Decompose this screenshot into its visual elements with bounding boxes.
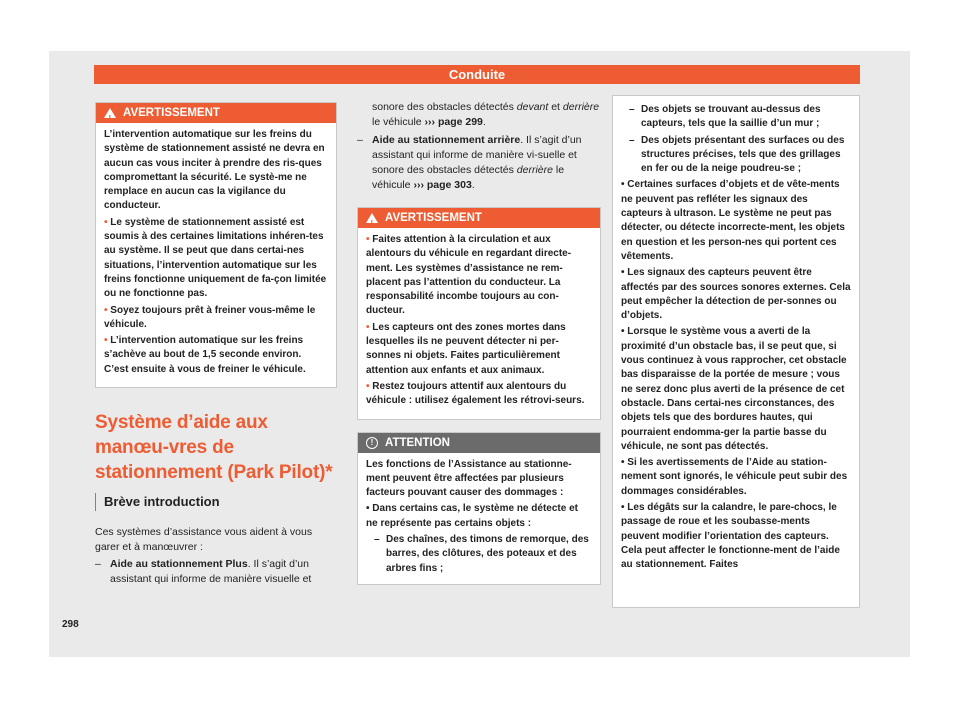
bullet-icon: • — [366, 503, 370, 515]
bullet-icon: • — [366, 321, 370, 333]
warning-triangle-icon — [366, 213, 378, 223]
right-column — [612, 84, 860, 608]
bullet-icon: • — [104, 335, 108, 347]
warning-header — [358, 208, 600, 228]
page-number: 298 — [62, 619, 79, 630]
attention-bullet: • Dans certains cas, le système ne détecte et ne représente pas certains objets : — [366, 503, 578, 529]
bullet-icon: • — [104, 216, 108, 228]
attention-sub-item: – Des objets se trouvant au-dessus des capteurs, tels que la saillie d’un mur ; — [629, 104, 821, 130]
bullet-icon: • — [104, 304, 108, 316]
attention-bullet: • Si les avertissements de l’Aide au station-nement sont ignorés, le véhicule peut subir des dommages considérables. — [621, 457, 848, 497]
attention-bullet: • Les signaux des capteurs peuvent être affectés par des sources sonores externes. Cela peut empêcher la détection de per-sonnes ou d’objets. — [621, 267, 851, 322]
warning-header — [96, 103, 336, 123]
warning-body — [96, 123, 336, 387]
warning-box-middle — [357, 207, 601, 420]
subsection-title: Brève introduction — [95, 493, 337, 511]
attention-continued-body — [613, 96, 859, 583]
page-link[interactable]: ››› page 303 — [413, 179, 472, 191]
warning-bullet: • Les capteurs ont des zones mortes dans lesquelles ils ne peuvent détecter ni per-sonnes ni objets. Faites particulièrement attention aux enfants et aux animaux. — [366, 321, 566, 376]
warning-bullet: • Faites attention à la circulation et aux alentours du véhicule en regardant directe-ment. Les systèmes d’assistance ne rem-placent pas l’attention du conducteur. La responsabilité incombe toujours au con-ducteur. — [366, 234, 572, 317]
attention-sub-item: – Des objets présentant des surfaces ou des structures précises, tels que des grillages en fer ou de la neige poudreu-se ; — [629, 134, 845, 175]
bullet-icon: • — [366, 234, 370, 245]
warning-bullet: • Restez toujours attentif aux alentours du véhicule : utilisez également les rétrovi-seurs. — [366, 380, 585, 407]
warning-box-left — [95, 102, 337, 388]
left-column — [95, 84, 337, 587]
attention-intro: Les fonctions de l’Assistance au stationne-ment peuvent être affectées par plusieurs facteurs pouvant causer des dommages : — [366, 458, 572, 499]
attention-title: ATTENTION — [385, 436, 450, 449]
attention-box-continued — [612, 95, 860, 608]
attention-box — [357, 432, 601, 585]
attention-body — [358, 453, 600, 584]
info-circle-icon: ! — [366, 437, 378, 449]
warning-title: AVERTISSEMENT — [123, 107, 220, 119]
list-item: – Aide au stationnement Plus. Il s’agit d’un assistant qui informe de manière visuelle et — [95, 558, 312, 586]
warning-title: AVERTISSEMENT — [385, 212, 482, 224]
attention-header — [358, 433, 600, 453]
warning-body — [358, 228, 600, 419]
attention-bullet: • Certaines surfaces d’objets et de vête-ments ne peuvent pas refléter les signaux des capteurs à ultrason. Le système ne peut pas détecter, ou détecte incorrecte-ment, les objets en question et les person-nes qui portent ces vêtements. — [621, 179, 845, 262]
page-link[interactable]: ››› page 299 — [424, 116, 483, 128]
attention-bullet: • Les dégâts sur la calandre, le pare-chocs, le passage de roue et les soubasse-ments peuvent modifier l’orientation des capteurs. Cela peut affecter le fonctionne-ment de l’aide au stationnement. Faites — [621, 502, 840, 571]
bullet-icon: • — [366, 380, 370, 392]
warning-bullet: • Le système de stationnement assisté est soumis à des certaines limitations inhéren-tes au système. Il se peut que dans certai-nes situations, l’intervention automatique sur les freins fonctionne uniquement de fa-çon limitée ou ne fonctionne pas. — [104, 216, 327, 300]
continued-text: sonore des obstacles détectés devant et derrière le véhicule ››› page 299. — [372, 101, 600, 128]
middle-column — [357, 84, 601, 585]
intro-paragraph: Ces systèmes d’assistance vous aident à vous garer et à manœuvrer : – Aide au stationnement Plus. Il s’agit d’un assistant qui informe de manière visuelle et — [95, 525, 337, 587]
attention-sub-item: – Des chaînes, des timons de remorque, des barres, des clôtures, des poteaux et des arbres fins ; — [374, 534, 589, 574]
warning-triangle-icon — [104, 108, 116, 118]
list-item: – Aide au stationnement arrière. Il s’agit d’un assistant qui informe de manière vi-suelle et sonore des obstacles détectés derrière le véhicule ››› page 303. — [357, 134, 582, 191]
section-title: Système d’aide aux manœu-vres de stationnement (Park Pilot)* — [95, 412, 333, 484]
warning-intro: L’intervention automatique sur les freins du système de stationnement assisté ne devra en aucun cas vous inciter à prendre des ris-ques compromettant la sécurité. Le systè-me ne remplace en aucun cas la vigilance du conducteur. — [104, 129, 325, 212]
attention-bullet: • Lorsque le système vous a averti de la proximité d’un obstacle bas, il se peut que, si vous continuez à vous rapprocher, cet obstacle bas disparaisse de la portée de mesure ; vous ne serez donc plus averti de la présence de cet obstacle. Dans certai-nes circonstances, des objets tels que des bordures hautes, qui pourraient endomma-ger la partie basse du véhicule, ne sont pas détectés. — [621, 326, 847, 452]
warning-bullet: • Soyez toujours prêt à freiner vous-même le véhicule. — [104, 304, 316, 330]
page-header: Conduite — [94, 65, 860, 84]
warning-bullet: • L’intervention automatique sur les freins s’achève au bout de 1,5 seconde environ. C’est ensuite à vous de freiner le véhicule. — [104, 335, 306, 375]
